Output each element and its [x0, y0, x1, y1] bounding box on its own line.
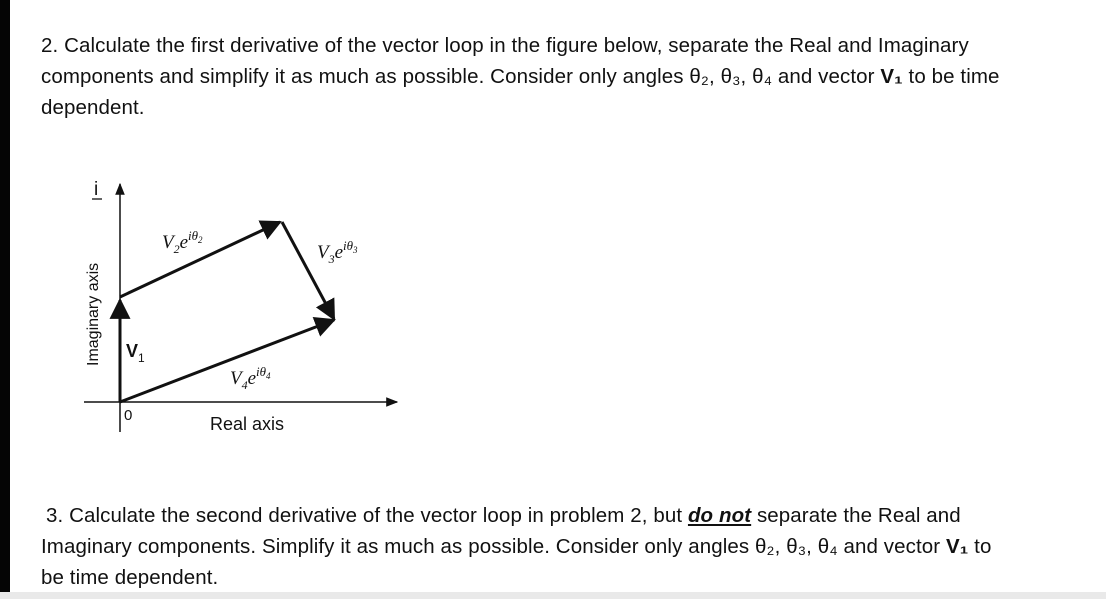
problem-3-emphasis: do not — [687, 504, 752, 527]
left-edge-bar — [0, 0, 10, 599]
vector-v3-label: $V_3e^{i\theta}3$ — [317, 238, 358, 266]
problem-3 — [41, 500, 1101, 593]
problem-3-line-2-text: Imaginary components. Simplify it as much as possible. Consider only angles θ₂, θ₃, θ₄ and vector — [41, 535, 947, 558]
origin-label: 0 — [124, 407, 133, 424]
vector-v1-label: $V_1$ — [126, 341, 145, 365]
vector-v4 — [120, 320, 334, 402]
problem-2-line-3: dependent. — [41, 96, 145, 119]
bottom-edge-strip — [0, 592, 1106, 599]
vector-v2 — [120, 222, 280, 297]
vector-v3 — [282, 222, 334, 319]
problem-3-vector-v1: V₁ — [946, 535, 969, 558]
problem-3-line-1-end: separate the Real and — [751, 504, 961, 527]
problem-2 — [41, 30, 1101, 123]
problem-3-line-3: be time dependent. — [41, 566, 219, 589]
vector-v2-label: $V_2e^{i\theta}2$ — [162, 228, 203, 256]
vector-v4-label: $V_4e^{i\theta}4$ — [230, 364, 271, 392]
imaginary-unit-label: i — [94, 179, 99, 200]
problem-3-line-1 — [41, 500, 1101, 531]
problem-2-line-2 — [41, 61, 1101, 92]
problem-2-line-1: 2. Calculate the first derivative of the vector loop in the figure below, separate the Real and Imaginary — [41, 34, 969, 57]
vector-loop-figure — [70, 170, 430, 450]
problem-2-line-2-text: components and simplify it as much as possible. Consider only angles θ₂, θ₃, θ₄ and vector — [41, 65, 881, 88]
problem-3-line-1-text: 3. Calculate the second derivative of the vector loop in problem 2, but — [46, 504, 688, 527]
problem-3-line-2-end: to — [968, 535, 992, 558]
real-axis-label: Real axis — [210, 414, 285, 434]
problem-2-vector-v1: V₁ — [880, 65, 903, 88]
problem-3-line-2 — [41, 531, 1101, 562]
problem-2-line-2-end: to be time — [902, 65, 1000, 88]
imaginary-axis-label: Imaginary axis — [85, 262, 102, 366]
